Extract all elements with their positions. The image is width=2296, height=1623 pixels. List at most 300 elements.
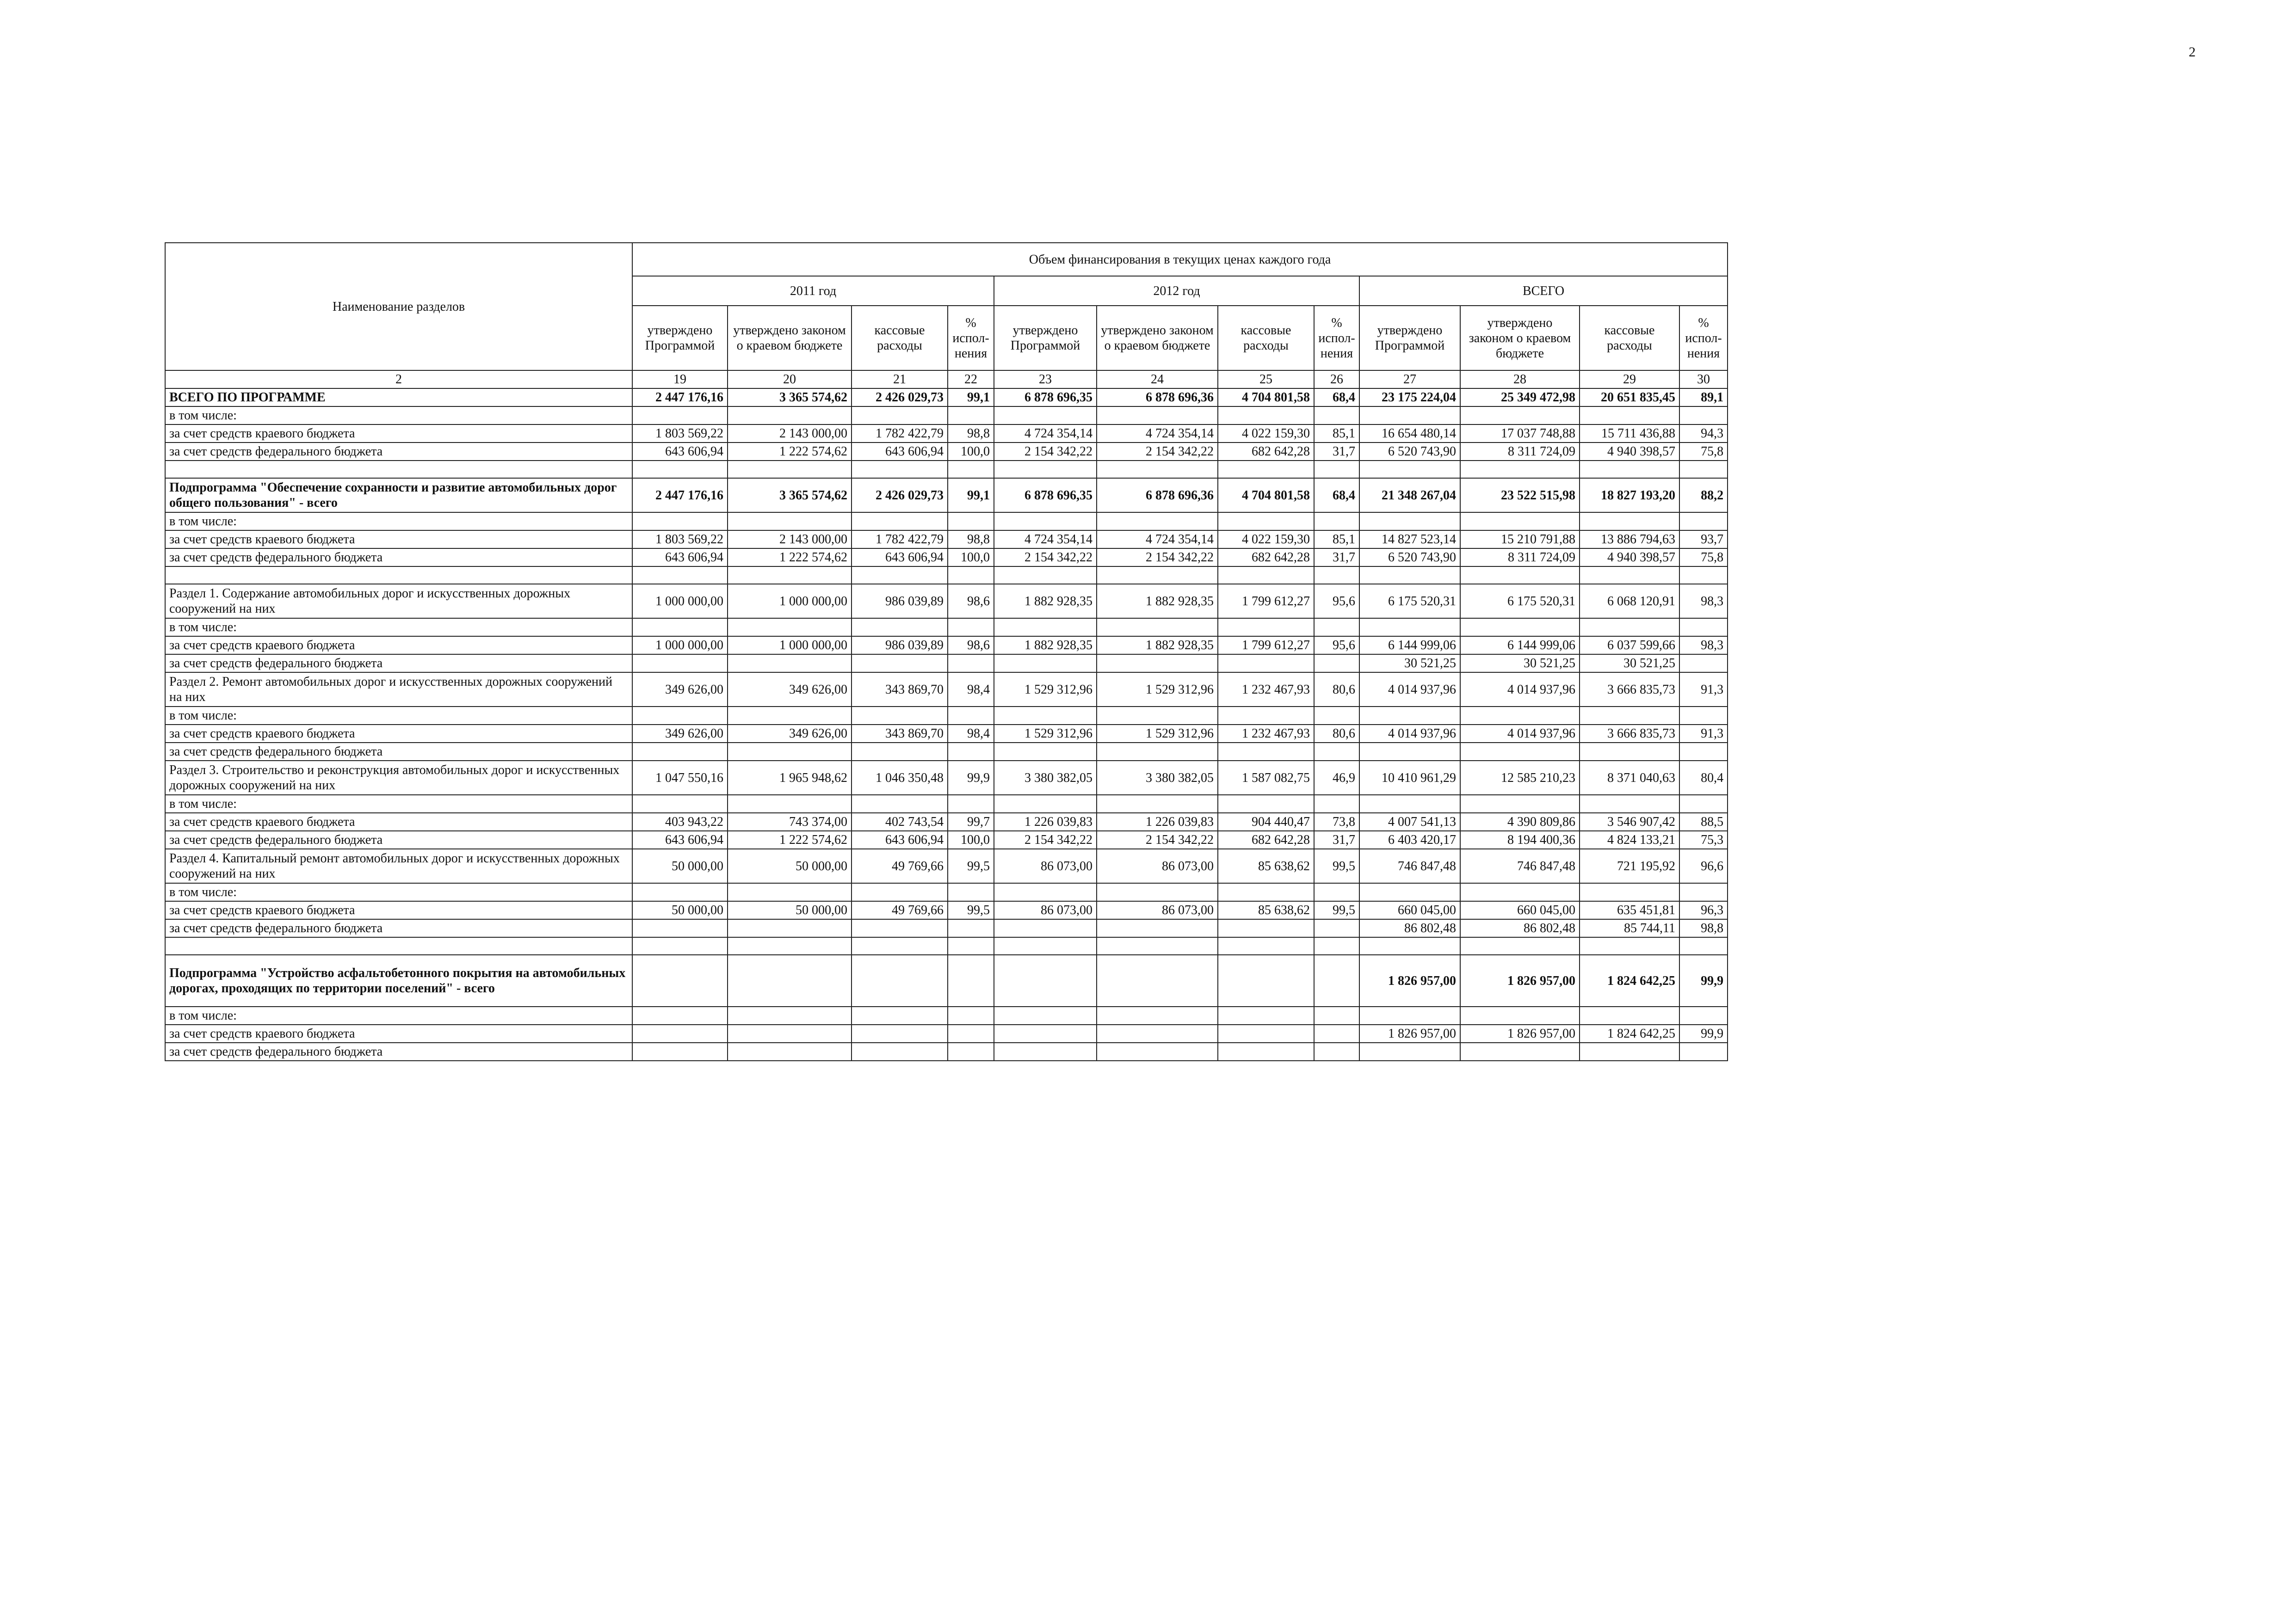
value-cell: 1 232 467,93 (1218, 672, 1314, 707)
value-cell (632, 883, 728, 901)
value-cell: 93,7 (1679, 530, 1728, 548)
value-cell (1460, 566, 1580, 584)
year-header-total: ВСЕГО (1359, 276, 1728, 306)
value-cell: 4 014 937,96 (1460, 672, 1580, 707)
value-cell: 3 666 835,73 (1580, 725, 1679, 743)
value-cell: 4 014 937,96 (1460, 725, 1580, 743)
value-cell (728, 795, 852, 813)
value-cell (728, 1007, 852, 1025)
subheader-percent: % испол-нения (1679, 306, 1728, 370)
table-body (165, 388, 1728, 1061)
table-row (165, 725, 1728, 743)
value-cell: 1 000 000,00 (728, 636, 852, 654)
value-cell: 1 965 948,62 (728, 761, 852, 795)
value-cell (994, 1025, 1097, 1043)
value-cell: 95,6 (1314, 584, 1359, 618)
table-row (165, 883, 1728, 901)
value-cell (852, 512, 948, 530)
value-cell: 1 529 312,96 (1097, 725, 1218, 743)
value-cell (1097, 1043, 1218, 1061)
value-cell: 30 521,25 (1580, 654, 1679, 672)
value-cell: 13 886 794,63 (1580, 530, 1679, 548)
value-cell: 1 222 574,62 (728, 831, 852, 849)
value-cell: 1 046 350,48 (852, 761, 948, 795)
value-cell: 1 824 642,25 (1580, 955, 1679, 1007)
value-cell (1580, 461, 1679, 478)
value-cell: 6 878 696,35 (994, 388, 1097, 406)
row-name-cell: в том числе: (165, 1007, 632, 1025)
value-cell: 682 642,28 (1218, 548, 1314, 566)
value-cell: 98,8 (948, 424, 994, 443)
value-cell: 80,6 (1314, 725, 1359, 743)
value-cell: 4 724 354,14 (1097, 530, 1218, 548)
value-cell: 403 943,22 (632, 813, 728, 831)
value-cell (1097, 618, 1218, 636)
value-cell (1218, 795, 1314, 813)
value-cell (852, 618, 948, 636)
value-cell: 1 826 957,00 (1460, 955, 1580, 1007)
value-cell: 4 940 398,57 (1580, 548, 1679, 566)
value-cell (948, 937, 994, 955)
column-index-cell: 19 (632, 370, 728, 388)
value-cell (1580, 883, 1679, 901)
value-cell: 6 144 999,06 (1359, 636, 1460, 654)
row-name-cell (165, 461, 632, 478)
value-cell (852, 707, 948, 725)
value-cell: 986 039,89 (852, 584, 948, 618)
value-cell (632, 406, 728, 424)
value-cell (728, 743, 852, 761)
table-row (165, 566, 1728, 584)
value-cell: 746 847,48 (1460, 849, 1580, 883)
value-cell (1314, 743, 1359, 761)
value-cell (1460, 512, 1580, 530)
value-cell (1314, 1043, 1359, 1061)
value-cell (632, 654, 728, 672)
value-cell (1097, 707, 1218, 725)
value-cell (1679, 618, 1728, 636)
value-cell (1359, 707, 1460, 725)
value-cell: 98,6 (948, 636, 994, 654)
row-name-cell (165, 566, 632, 584)
value-cell: 85,1 (1314, 424, 1359, 443)
table-row (165, 443, 1728, 461)
value-cell: 682 642,28 (1218, 443, 1314, 461)
value-cell: 2 154 342,22 (1097, 548, 1218, 566)
value-cell: 349 626,00 (728, 725, 852, 743)
value-cell: 31,7 (1314, 831, 1359, 849)
value-cell (632, 618, 728, 636)
value-cell (1097, 795, 1218, 813)
value-cell (948, 1025, 994, 1043)
value-cell: 6 520 743,90 (1359, 548, 1460, 566)
value-cell: 8 311 724,09 (1460, 548, 1580, 566)
value-cell: 4 824 133,21 (1580, 831, 1679, 849)
value-cell: 80,4 (1679, 761, 1728, 795)
value-cell: 343 869,70 (852, 725, 948, 743)
value-cell (1460, 707, 1580, 725)
value-cell (1679, 461, 1728, 478)
value-cell: 85,1 (1314, 530, 1359, 548)
value-cell (994, 883, 1097, 901)
subheader-approved-law: утверждено законом о краевом бюджете (728, 306, 852, 370)
value-cell (1218, 1025, 1314, 1043)
value-cell (1580, 1007, 1679, 1025)
value-cell (1314, 461, 1359, 478)
value-cell: 14 827 523,14 (1359, 530, 1460, 548)
value-cell: 75,8 (1679, 443, 1728, 461)
value-cell (1314, 512, 1359, 530)
value-cell (1460, 937, 1580, 955)
value-cell (1359, 566, 1460, 584)
value-cell (632, 512, 728, 530)
value-cell (1097, 955, 1218, 1007)
table-row (165, 424, 1728, 443)
table-row (165, 1007, 1728, 1025)
value-cell (632, 566, 728, 584)
value-cell: 98,3 (1679, 636, 1728, 654)
value-cell (1218, 654, 1314, 672)
value-cell: 99,9 (948, 761, 994, 795)
value-cell (1314, 406, 1359, 424)
value-cell: 2 154 342,22 (994, 548, 1097, 566)
value-cell (1359, 406, 1460, 424)
value-cell: 95,6 (1314, 636, 1359, 654)
value-cell (1359, 1043, 1460, 1061)
value-cell: 99,5 (948, 849, 994, 883)
subheader-cash-expenses: кассовые расходы (1580, 306, 1679, 370)
value-cell (1218, 618, 1314, 636)
row-name-cell: за счет средств федерального бюджета (165, 743, 632, 761)
value-cell: 904 440,47 (1218, 813, 1314, 831)
row-name-cell: за счет средств краевого бюджета (165, 424, 632, 443)
value-cell: 1 000 000,00 (728, 584, 852, 618)
column-index-cell: 30 (1679, 370, 1728, 388)
value-cell (1580, 618, 1679, 636)
value-cell: 98,6 (948, 584, 994, 618)
value-cell: 643 606,94 (632, 443, 728, 461)
row-name-cell: за счет средств федерального бюджета (165, 1043, 632, 1061)
value-cell (1679, 512, 1728, 530)
value-cell: 23 175 224,04 (1359, 388, 1460, 406)
value-cell (1218, 883, 1314, 901)
value-cell (728, 883, 852, 901)
table-row (165, 461, 1728, 478)
value-cell (1097, 512, 1218, 530)
value-cell: 17 037 748,88 (1460, 424, 1580, 443)
value-cell (948, 406, 994, 424)
value-cell: 1 222 574,62 (728, 443, 852, 461)
table-row (165, 636, 1728, 654)
value-cell: 99,7 (948, 813, 994, 831)
value-cell (852, 955, 948, 1007)
value-cell: 1 882 928,35 (1097, 636, 1218, 654)
value-cell: 2 143 000,00 (728, 424, 852, 443)
value-cell: 23 522 515,98 (1460, 478, 1580, 512)
value-cell: 343 869,70 (852, 672, 948, 707)
value-cell (1314, 795, 1359, 813)
value-cell: 73,8 (1314, 813, 1359, 831)
value-cell: 746 847,48 (1359, 849, 1460, 883)
value-cell (1359, 618, 1460, 636)
row-name-cell: за счет средств федерального бюджета (165, 919, 632, 937)
value-cell: 1 882 928,35 (994, 584, 1097, 618)
year-header-2011: 2011 год (632, 276, 994, 306)
value-cell (632, 1007, 728, 1025)
table-row (165, 795, 1728, 813)
value-cell (1580, 1043, 1679, 1061)
value-cell: 1 226 039,83 (1097, 813, 1218, 831)
value-cell: 4 704 801,58 (1218, 388, 1314, 406)
value-cell: 20 651 835,45 (1580, 388, 1679, 406)
value-cell (1097, 937, 1218, 955)
financing-title-header: Объем финансирования в текущих ценах каждого года (632, 243, 1728, 276)
value-cell (948, 461, 994, 478)
value-cell (1218, 919, 1314, 937)
value-cell: 86 802,48 (1460, 919, 1580, 937)
value-cell: 98,3 (1679, 584, 1728, 618)
row-name-cell: за счет средств федерального бюджета (165, 548, 632, 566)
value-cell: 1 226 039,83 (994, 813, 1097, 831)
row-name-cell: за счет средств краевого бюджета (165, 530, 632, 548)
value-cell: 31,7 (1314, 443, 1359, 461)
value-cell: 1 882 928,35 (994, 636, 1097, 654)
value-cell (994, 1007, 1097, 1025)
value-cell: 349 626,00 (632, 672, 728, 707)
row-name-cell: ВСЕГО ПО ПРОГРАММЕ (165, 388, 632, 406)
value-cell (852, 461, 948, 478)
value-cell (728, 1025, 852, 1043)
table-row (165, 530, 1728, 548)
value-cell: 643 606,94 (852, 443, 948, 461)
value-cell (852, 883, 948, 901)
value-cell: 8 311 724,09 (1460, 443, 1580, 461)
column-index-cell: 2 (165, 370, 632, 388)
table-row (165, 388, 1728, 406)
value-cell: 99,5 (948, 901, 994, 919)
value-cell: 85 638,62 (1218, 901, 1314, 919)
value-cell (632, 461, 728, 478)
subheader-percent: % испол-нения (1314, 306, 1359, 370)
value-cell (728, 707, 852, 725)
column-index-cell: 29 (1580, 370, 1679, 388)
value-cell (1359, 937, 1460, 955)
value-cell: 4 022 159,30 (1218, 530, 1314, 548)
value-cell: 99,1 (948, 478, 994, 512)
value-cell: 86 073,00 (1097, 849, 1218, 883)
value-cell: 2 154 342,22 (994, 443, 1097, 461)
value-cell: 4 022 159,30 (1218, 424, 1314, 443)
value-cell: 1 799 612,27 (1218, 584, 1314, 618)
value-cell: 6 037 599,66 (1580, 636, 1679, 654)
value-cell (994, 512, 1097, 530)
value-cell (1679, 406, 1728, 424)
table-row (165, 761, 1728, 795)
row-name-cell: за счет средств краевого бюджета (165, 901, 632, 919)
value-cell: 99,9 (1679, 955, 1728, 1007)
value-cell (1218, 1043, 1314, 1061)
value-cell: 12 585 210,23 (1460, 761, 1580, 795)
row-name-cell: в том числе: (165, 883, 632, 901)
table-row (165, 919, 1728, 937)
value-cell: 721 195,92 (1580, 849, 1679, 883)
value-cell: 100,0 (948, 443, 994, 461)
name-column-header: Наименование разделов (165, 243, 632, 370)
value-cell (1359, 883, 1460, 901)
value-cell (632, 795, 728, 813)
value-cell: 1 782 422,79 (852, 424, 948, 443)
value-cell: 4 390 809,86 (1460, 813, 1580, 831)
value-cell (852, 795, 948, 813)
value-cell: 4 940 398,57 (1580, 443, 1679, 461)
value-cell (1218, 955, 1314, 1007)
value-cell: 1 803 569,22 (632, 424, 728, 443)
table-row (165, 672, 1728, 707)
value-cell (1679, 566, 1728, 584)
value-cell (728, 566, 852, 584)
subheader-approved-program: утверждено Программой (994, 306, 1097, 370)
value-cell: 30 521,25 (1460, 654, 1580, 672)
column-index-cell: 20 (728, 370, 852, 388)
value-cell (1097, 406, 1218, 424)
value-cell: 3 365 574,62 (728, 388, 852, 406)
value-cell: 1 529 312,96 (994, 725, 1097, 743)
value-cell (632, 707, 728, 725)
value-cell (1460, 1007, 1580, 1025)
subheader-percent: % испол-нения (948, 306, 994, 370)
value-cell (1580, 566, 1679, 584)
row-name-cell: Раздел 1. Содержание автомобильных дорог и искусственных дорожных сооружений на них (165, 584, 632, 618)
value-cell (1359, 795, 1460, 813)
value-cell: 15 711 436,88 (1580, 424, 1679, 443)
row-name-cell: в том числе: (165, 707, 632, 725)
value-cell (1679, 1043, 1728, 1061)
value-cell (948, 919, 994, 937)
subheader-approved-law: утверждено законом о краевом бюджете (1097, 306, 1218, 370)
value-cell: 4 014 937,96 (1359, 672, 1460, 707)
value-cell: 682 642,28 (1218, 831, 1314, 849)
value-cell: 99,5 (1314, 849, 1359, 883)
value-cell (994, 566, 1097, 584)
value-cell: 50 000,00 (728, 849, 852, 883)
value-cell: 6 175 520,31 (1359, 584, 1460, 618)
value-cell: 1 824 642,25 (1580, 1025, 1679, 1043)
column-index-cell: 21 (852, 370, 948, 388)
value-cell: 1 799 612,27 (1218, 636, 1314, 654)
table-row (165, 743, 1728, 761)
value-cell (1097, 654, 1218, 672)
value-cell (1580, 707, 1679, 725)
table-row (165, 707, 1728, 725)
value-cell (994, 743, 1097, 761)
row-name-cell: Раздел 2. Ремонт автомобильных дорог и искусственных дорожных сооружений на них (165, 672, 632, 707)
value-cell (1218, 461, 1314, 478)
value-cell (852, 406, 948, 424)
value-cell (1218, 1007, 1314, 1025)
value-cell (1218, 707, 1314, 725)
value-cell: 25 349 472,98 (1460, 388, 1580, 406)
value-cell (852, 937, 948, 955)
value-cell (728, 937, 852, 955)
value-cell: 88,5 (1679, 813, 1728, 831)
value-cell: 1 803 569,22 (632, 530, 728, 548)
value-cell: 3 380 382,05 (1097, 761, 1218, 795)
table-row (165, 512, 1728, 530)
value-cell: 4 014 937,96 (1359, 725, 1460, 743)
value-cell: 91,3 (1679, 672, 1728, 707)
value-cell (1314, 919, 1359, 937)
row-name-cell: за счет средств краевого бюджета (165, 636, 632, 654)
value-cell (994, 461, 1097, 478)
column-index-cell: 23 (994, 370, 1097, 388)
value-cell (632, 937, 728, 955)
row-name-cell: за счет средств краевого бюджета (165, 813, 632, 831)
value-cell: 643 606,94 (852, 831, 948, 849)
value-cell: 16 654 480,14 (1359, 424, 1460, 443)
value-cell (948, 512, 994, 530)
value-cell (1097, 461, 1218, 478)
value-cell (1314, 618, 1359, 636)
page-number: 2 (2189, 44, 2196, 60)
value-cell: 15 210 791,88 (1460, 530, 1580, 548)
value-cell: 1 529 312,96 (1097, 672, 1218, 707)
table-row (165, 1025, 1728, 1043)
value-cell: 3 546 907,42 (1580, 813, 1679, 831)
value-cell: 2 447 176,16 (632, 388, 728, 406)
value-cell (994, 654, 1097, 672)
table-row (165, 813, 1728, 831)
value-cell (728, 955, 852, 1007)
value-cell: 1 232 467,93 (1218, 725, 1314, 743)
value-cell (948, 795, 994, 813)
value-cell (1314, 566, 1359, 584)
value-cell: 86 073,00 (994, 849, 1097, 883)
value-cell (1679, 883, 1728, 901)
value-cell (1580, 406, 1679, 424)
row-name-cell: за счет средств федерального бюджета (165, 654, 632, 672)
table-row (165, 584, 1728, 618)
value-cell (1314, 1007, 1359, 1025)
value-cell (1679, 795, 1728, 813)
value-cell (728, 1043, 852, 1061)
value-cell: 88,2 (1679, 478, 1728, 512)
value-cell (1580, 937, 1679, 955)
value-cell (728, 406, 852, 424)
table-row (165, 478, 1728, 512)
value-cell (994, 937, 1097, 955)
value-cell: 3 365 574,62 (728, 478, 852, 512)
value-cell: 2 426 029,73 (852, 388, 948, 406)
row-name-cell: в том числе: (165, 795, 632, 813)
value-cell (994, 795, 1097, 813)
value-cell: 49 769,66 (852, 849, 948, 883)
value-cell (1460, 1043, 1580, 1061)
value-cell: 8 194 400,36 (1460, 831, 1580, 849)
value-cell (1218, 566, 1314, 584)
value-cell (948, 883, 994, 901)
value-cell: 49 769,66 (852, 901, 948, 919)
value-cell: 8 371 040,63 (1580, 761, 1679, 795)
value-cell (1314, 1025, 1359, 1043)
value-cell (728, 919, 852, 937)
value-cell: 2 154 342,22 (1097, 443, 1218, 461)
value-cell: 1 222 574,62 (728, 548, 852, 566)
subheader-cash-expenses: кассовые расходы (852, 306, 948, 370)
subheader-cash-expenses: кассовые расходы (1218, 306, 1314, 370)
value-cell: 635 451,81 (1580, 901, 1679, 919)
value-cell: 660 045,00 (1359, 901, 1460, 919)
value-cell: 6 520 743,90 (1359, 443, 1460, 461)
